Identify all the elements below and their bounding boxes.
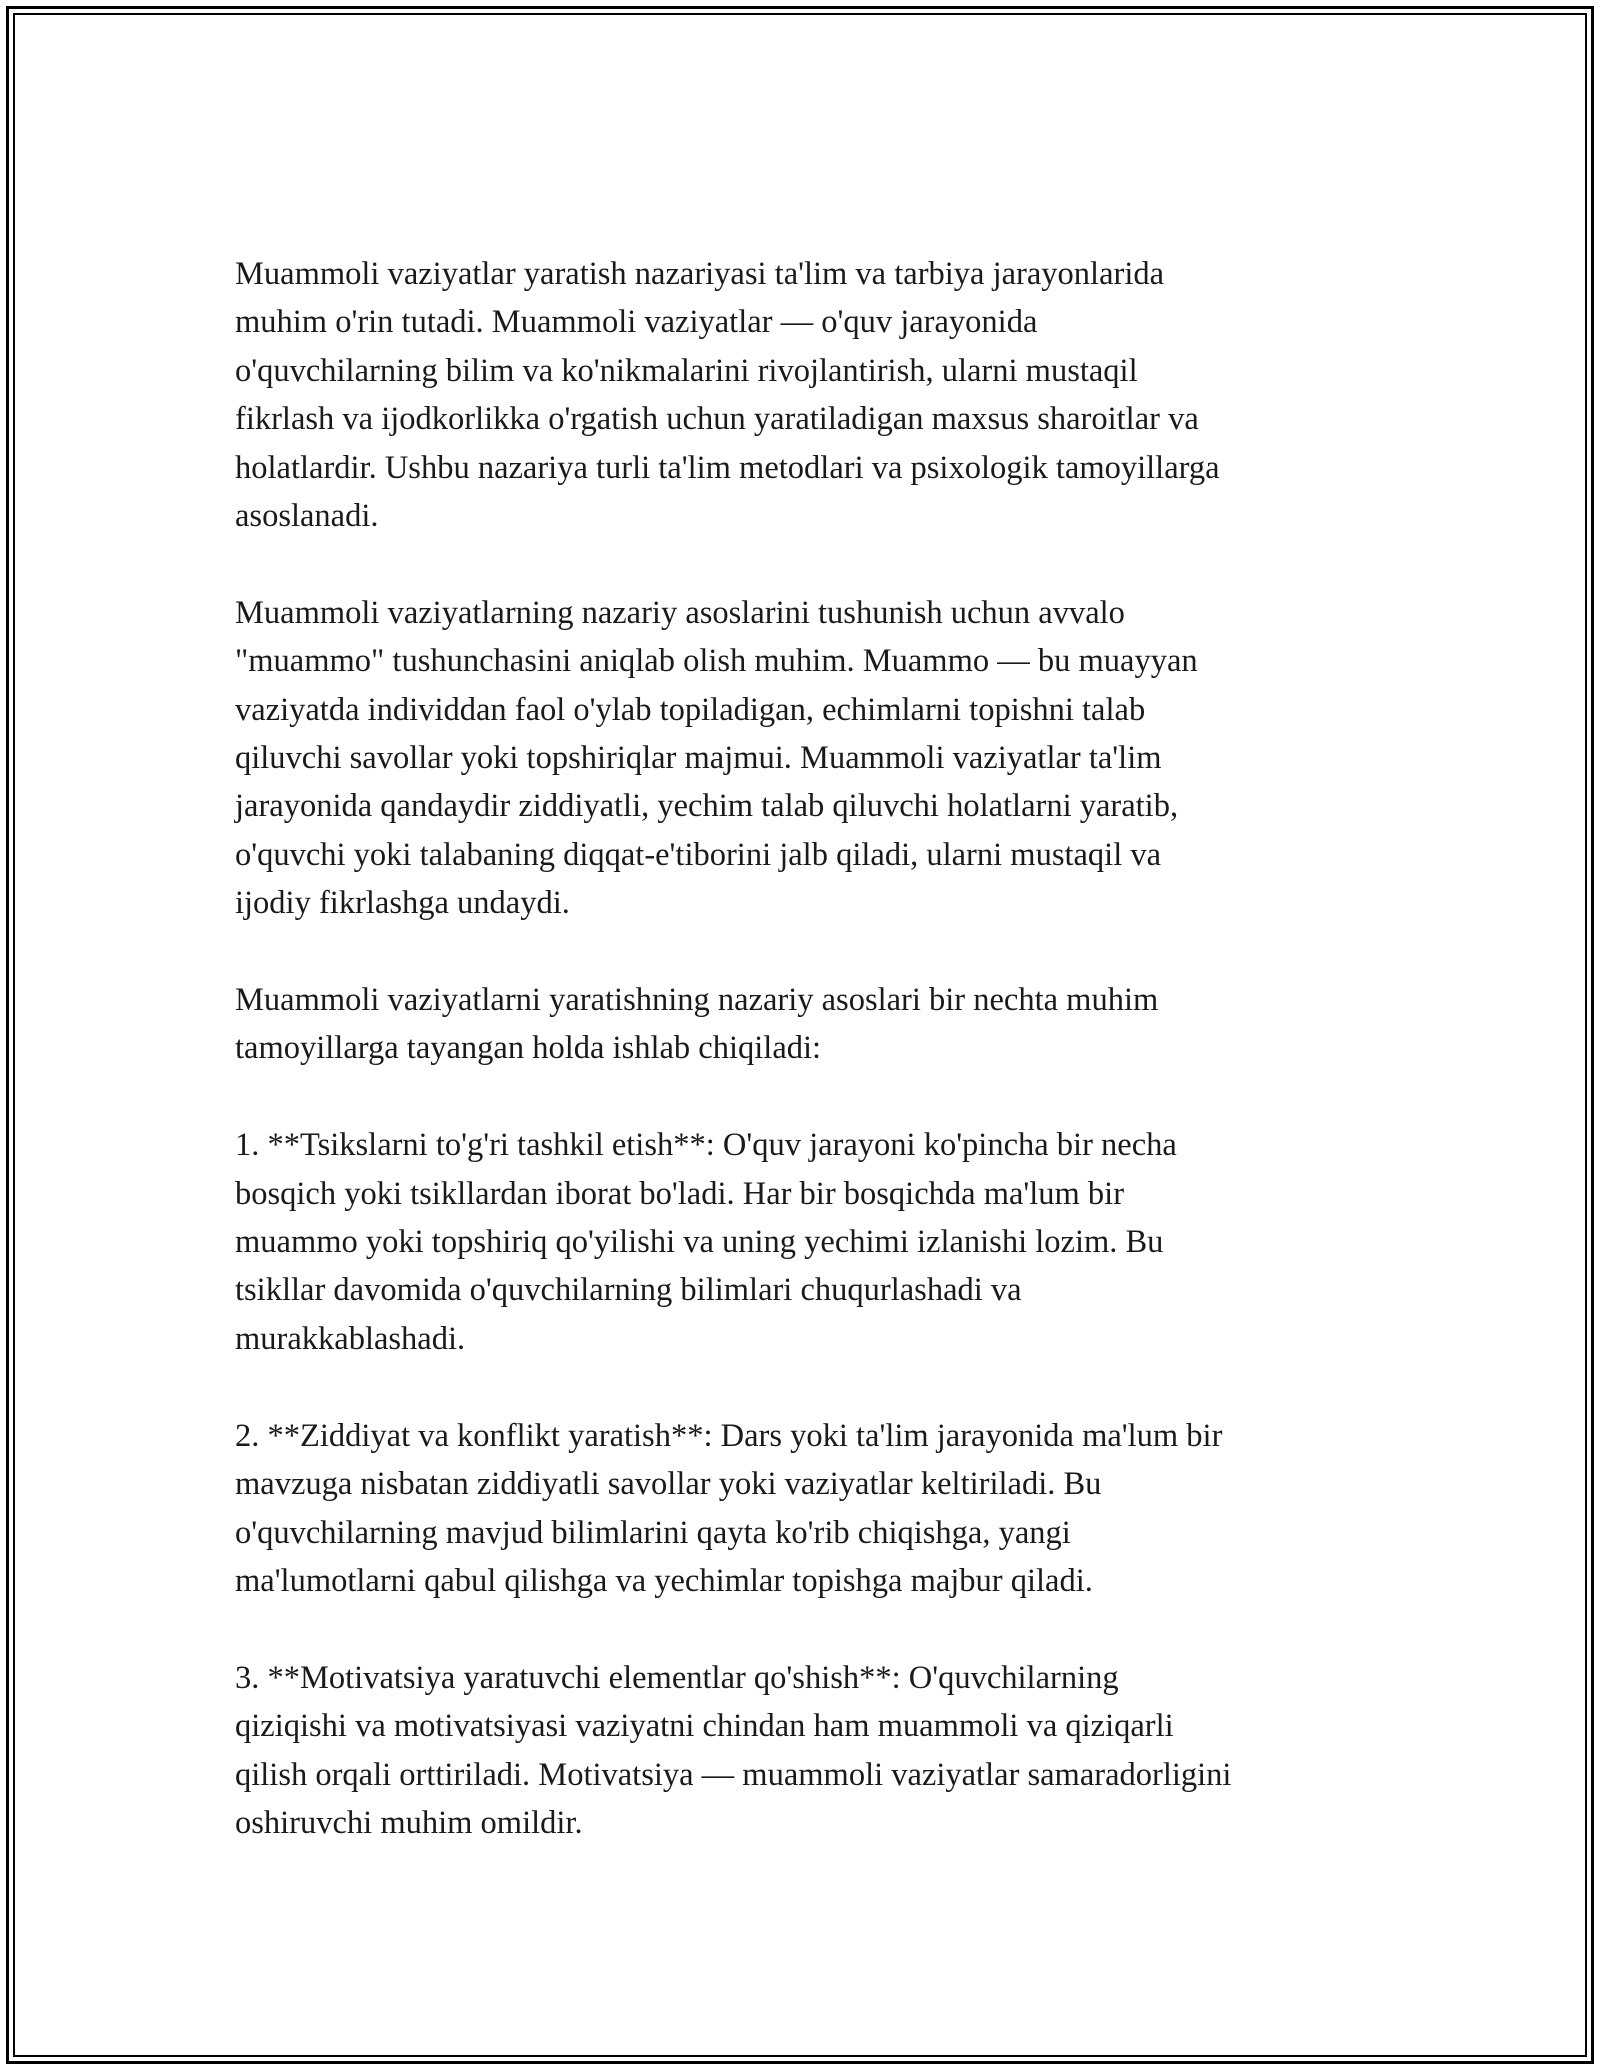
paragraph-principles-lead: Muammoli vaziyatlarni yaratishning nazariy asoslari bir nechta muhim tamoyillarga tayangan holda ishlab chiqiladi: <box>235 982 1159 1067</box>
document-body <box>235 250 1375 1847</box>
list-item-contradiction: 2. **Ziddiyat va konflikt yaratish**: Dars yoki ta'lim jarayonida ma'lum bir mavzuga nisbatan ziddiyatli savollar yoki vaziyatlar keltiriladi. Bu o'quvchilarning mavjud bilimlarini qayta ko'rib chiqishga, yangi ma'lumotlarni qabul qilishga va yechimlar topishga majbur qiladi. <box>235 1417 1223 1599</box>
paragraph-problem-definition: Muammoli vaziyatlarning nazariy asoslarini tushunish uchun avvalo "muammo" tushunchasini aniqlab olish muhim. Muammo — bu muayyan vaziyatda individdan faol o'ylab topiladigan, echimlarni topishni talab qiluvchi savollar yoki topshiriqlar majmui. Muammoli vaziyatlar ta'lim jarayonida qandaydir ziddiyatli, yechim talab qiluvchi holatlarni yaratib, o'quvchi yoki talabaning diqqat-e'tiborini jalb qiladi, ularni mustaqil va ijodiy fikrlashga undaydi. <box>235 594 1198 922</box>
list-item-cycles: 1. **Tsikslarni to'g'ri tashkil etish**: O'quv jarayoni ko'pincha bir necha bosqich yoki tsikllardan iborat bo'ladi. Har bir bosqichda ma'lum bir muammo yoki topshiriq qo'yilishi va uning yechimi izlanishi lozim. Bu tsikllar davomida o'quvchilarning bilimlari chuqurlashadi va murakkablashadi. <box>235 1127 1177 1357</box>
paragraph-intro: Muammoli vaziyatlar yaratish nazariyasi ta'lim va tarbiya jarayonlarida muhim o'rin tutadi. Muammoli vaziyatlar — o'quv jarayonida o'quvchilarning bilim va ko'nikmalarini rivojlantirish, ularni mustaqil fikrlash va ijodkorlikka o'rgatish uchun yaratiladigan maxsus sharoitlar va holatlardir. Ushbu nazariya turli ta'lim metodlari va psixologik tamoyillarga asoslanadi. <box>235 256 1220 535</box>
list-item-motivation: 3. **Motivatsiya yaratuvchi elementlar qo'shish**: O'quvchilarning qiziqishi va motivatsiyasi vaziyatni chindan ham muammoli va qiziqarli qilish orqali orttiriladi. Motivatsiya — muammoli vaziyatlar samaradorligini oshiruvchi muhim omildir. <box>235 1659 1232 1841</box>
